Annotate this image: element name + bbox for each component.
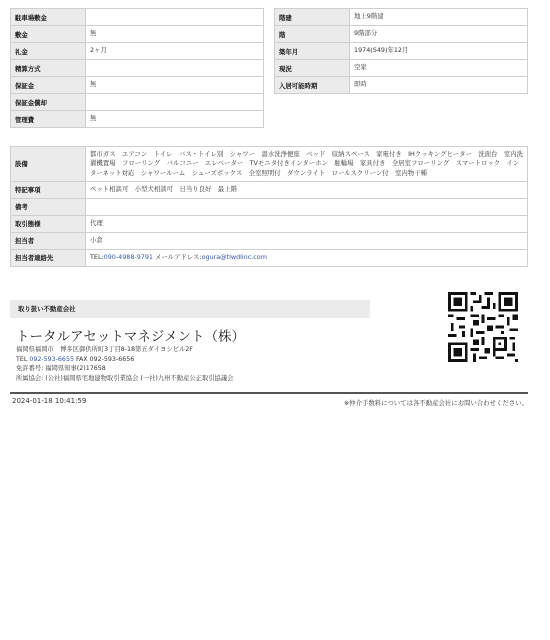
value-transaction: 代理 [86, 215, 528, 232]
row-management-fee [11, 111, 264, 128]
label-remarks: 備考 [11, 198, 86, 215]
row-status [275, 60, 528, 77]
label-floor: 階 [275, 26, 350, 43]
value-built: 1974(S49)年12月 [350, 43, 528, 60]
row-key-money [11, 43, 264, 60]
contact-mail-link[interactable]: ogura@tlwdlinc.com [201, 253, 267, 262]
value-key-money: 2ヶ月 [86, 43, 264, 60]
dealer-license: 免許番号: 福岡県知事(2)17658 [16, 365, 106, 373]
label-move-in: 入居可能時期 [275, 77, 350, 94]
row-guarantee-amortization [11, 94, 264, 111]
row-contact [11, 249, 528, 266]
label-contact: 担当者連絡先 [11, 249, 86, 266]
row-parking-deposit [11, 9, 264, 26]
value-remarks [86, 198, 528, 215]
value-floors: 地上9階建 [350, 9, 528, 26]
label-floors: 階建 [275, 9, 350, 26]
dealer-fax: FAX 092-593-6656 [73, 355, 135, 363]
row-floors [275, 9, 528, 26]
label-notes: 特記事項 [11, 181, 86, 198]
value-settlement [86, 60, 264, 77]
row-settlement [11, 60, 264, 77]
label-built: 築年月 [275, 43, 350, 60]
contact-tel-label: TEL: [90, 253, 104, 262]
value-agent: 小倉 [86, 232, 528, 249]
value-floor: 9階部分 [350, 26, 528, 43]
label-guarantee-amortization: 保証金償却 [11, 94, 86, 111]
value-guarantee: 無 [86, 77, 264, 94]
value-management-fee: 無 [86, 111, 264, 128]
dealer-details [16, 345, 233, 383]
label-status: 現況 [275, 60, 350, 77]
value-move-in: 即時 [350, 77, 528, 94]
label-parking-deposit: 駐車場敷金 [11, 9, 86, 26]
label-management-fee: 管理費 [11, 111, 86, 128]
label-transaction: 取引態様 [11, 215, 86, 232]
row-notes [11, 181, 528, 198]
value-equipment: 都市ガス エアコン トイレ バス・トイレ別 シャワー 温水洗浄便座 ベッド 収納スペース 家電付き IHクッキングヒーター 洗面台 室内洗濯機置場 フローリング バルコニー エレベーター TVモニタ付きインターホン 駐輪場 家具付き 全居室フローリング スマートロック インターネット対応 シャワールーム シューズボックス 全室照明付 ダウンライト ロールスクリーン付 室内物干種 [86, 147, 528, 182]
qr-code-icon [448, 292, 518, 362]
value-contact [86, 249, 528, 266]
label-settlement: 精算方式 [11, 60, 86, 77]
print-datetime: 2024-01-18 10:41:59 [12, 397, 87, 405]
contact-mail-label: メールアドレス: [153, 253, 202, 262]
value-guarantee-amortization [86, 94, 264, 111]
row-move-in [275, 77, 528, 94]
dealer-section-title: 取り扱い不動産会社 [10, 300, 370, 318]
row-floor [275, 26, 528, 43]
contact-tel-link[interactable]: 090-4988-9791 [103, 253, 153, 262]
conditions-table-left [10, 8, 264, 128]
label-key-money: 礼金 [11, 43, 86, 60]
details-table [10, 146, 528, 267]
label-guarantee: 保証金 [11, 77, 86, 94]
dealer-tel-link[interactable]: 092-593-6655 [29, 355, 74, 363]
row-built [275, 43, 528, 60]
row-guarantee [11, 77, 264, 94]
label-deposit: 敷金 [11, 26, 86, 43]
row-agent [11, 232, 528, 249]
dealer-phone-line [16, 355, 233, 365]
row-remarks [11, 198, 528, 215]
row-equipment [11, 147, 528, 182]
value-parking-deposit [86, 9, 264, 26]
row-transaction [11, 215, 528, 232]
value-status: 空家 [350, 60, 528, 77]
label-agent: 担当者 [11, 232, 86, 249]
dealer-company-name: トータルアセットマネジメント（株） [16, 329, 245, 345]
row-deposit [11, 26, 264, 43]
footer-divider [10, 392, 528, 394]
dealer-tel-label: TEL [16, 355, 30, 363]
building-table-right [274, 8, 528, 94]
dealer-address: 福岡県福岡市 博多区御供所町3丁目8-18第五ダイヨシビル2F [16, 346, 193, 353]
value-deposit: 無 [86, 26, 264, 43]
value-notes: ペット相談可 小型犬相談可 日当り良好 最上階 [86, 181, 528, 198]
dealer-association: 所属協会: (公社)福岡県宅地建物取引業協会 (一社)九州不動産公正取引協議会 [16, 374, 234, 382]
label-equipment: 設備 [11, 147, 86, 182]
brokerage-fee-note: ※仲介手数料については各不動産会社にお問い合わせください。 [343, 399, 528, 407]
